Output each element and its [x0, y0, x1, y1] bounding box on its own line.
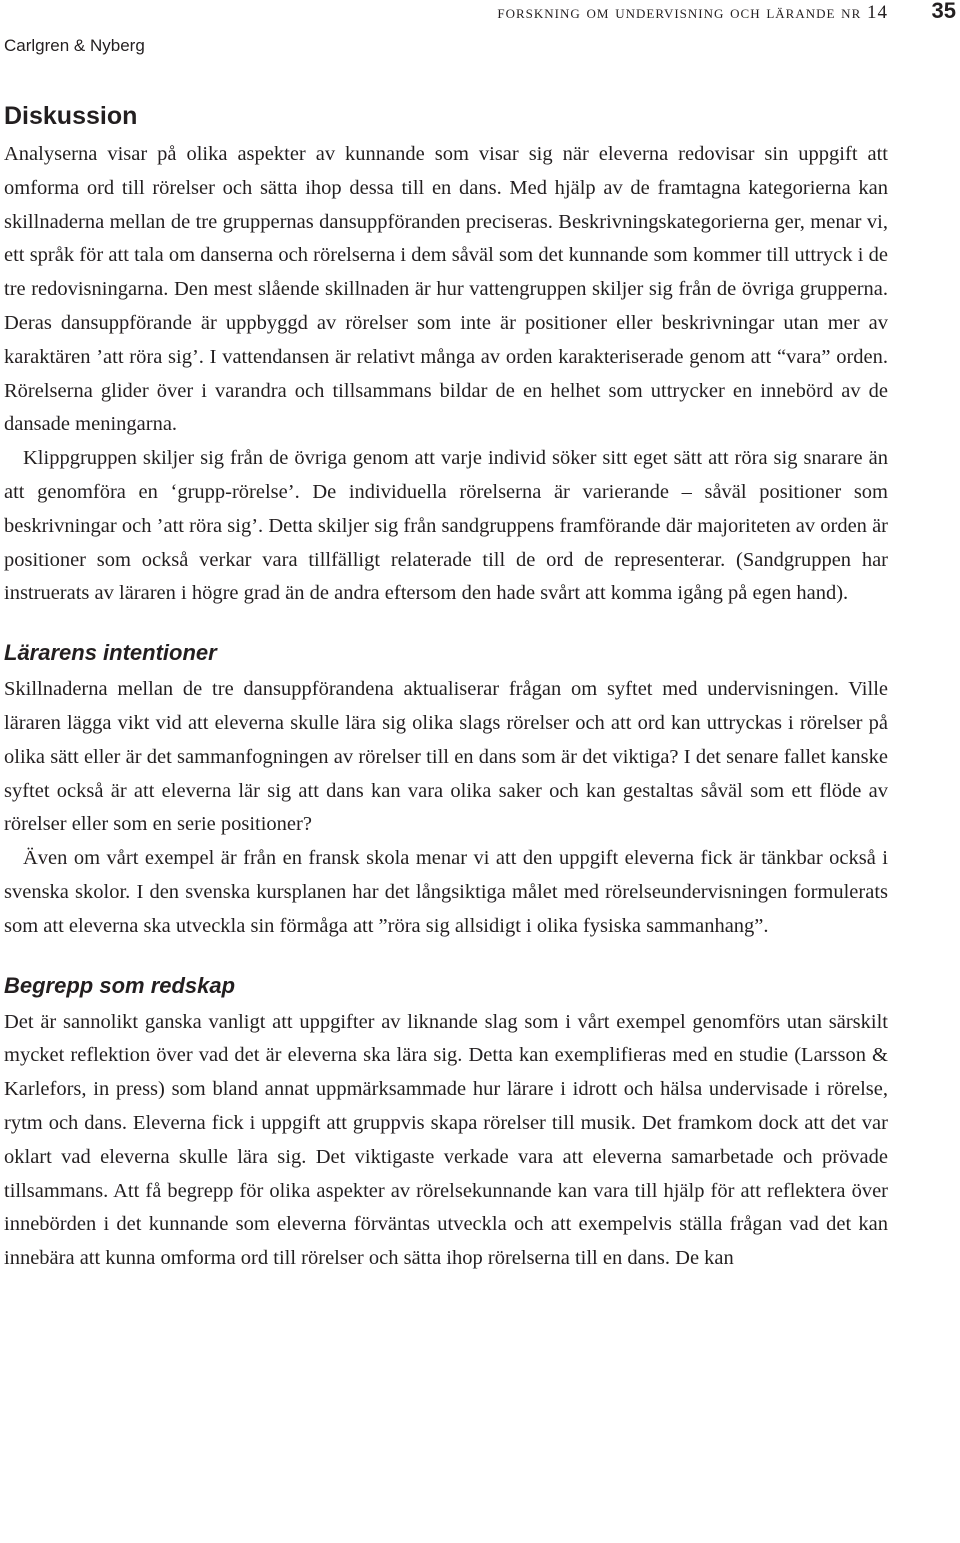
article-body	[4, 98, 888, 1276]
body-paragraph: Skillnaderna mellan de tre dansuppförandena aktualiserar frågan om syftet med undervisningen. Ville läraren lägga vikt vid att eleverna skulle lära sig olika slags rörelser och att ord kan uttryckas i rörelser på olika sätt eller är det sammanfogningen av rörelser till en dans som är det viktiga? I det senare fallet kanske syftet också är att eleverna lär sig att dans kan vara olika saker och kan gestaltas såväl som ett flöde av rörelser eller som en serie positioner?	[4, 678, 888, 836]
section-title-lararens-intentioner: Lärarens intentioner	[4, 640, 217, 666]
page-number: 35	[931, 0, 956, 23]
body-paragraph: Det är sannolikt ganska vanligt att uppgifter av liknande slag som i vårt exempel genomförs utan särskilt mycket reflektion över vad det är eleverna ska lära sig. Detta kan exemplifieras med en studie (Larsson & Karlefors, in press) som bland annat uppmärksammade hur lärare i idrott och hälsa undervisade i rörelse, rytm och dans. Eleverna fick i uppgift att gruppvis skapa rörelser till musik. Det framkom dock att det var oklart vad eleverna skulle lära sig. Det viktigaste verkade vara att eleverna samarbetade och prövade tillsammans. Att få begrepp för olika aspekter av rörelsekunnande kan vara till hjälp för att reflektera över innebörden i det kunnande som eleverna förväntas utveckla och att exempelvis ställa frågan vad det kan innebära att kunna omforma ord till rörelser och sätta ihop rörelserna till en dans. De kan	[4, 1010, 888, 1270]
page-header	[0, 0, 960, 70]
body-paragraph: Klippgruppen skiljer sig från de övriga genom att varje individ söker sitt eget sätt att röra sig snarare än att genomföra en ‘grupp-rörelse’. De individuella rörelserna är varierande – såväl positioner som beskrivningar och ’att röra sig’. Detta skiljer sig från sandgruppens framförande där majoriteten av orden är positioner som också verkar vara tillfälligt relaterade till de ord de representerar. (Sandgruppen har instruerats av läraren i högre grad än de andra eftersom den hade svårt att komma igång på egen hand).	[4, 447, 888, 605]
journal-name: forskning om undervisning och lärande nr 14	[497, 2, 888, 23]
body-paragraph: Analyserna visar på olika aspekter av kunnande som visar sig när eleverna redovisar sin uppgift att omforma ord till rörelser och sätta ihop dessa till en dans. Med hjälp av de framtagna kategorierna kan skillnaderna mellan de tre gruppernas dansuppföranden preciseras. Beskrivningskategorierna ger, menar vi, ett språk för att tala om danserna och rörelserna i dem såväl som det kunnande som kommer till uttryck i de tre redovisningarna. Den mest slående skillnaden är hur vattengruppen skiljer sig från de övriga grupperna. Deras dansuppförande är uppbyggd av rörelser som inte är positioner eller beskrivningar utan mer av karaktären ’att röra sig’. I vattendansen är relativt många av orden karakteriserade genom att “vara” orden. Rörelserna glider över i varandra och tillsammans bildar de en helhet som uttrycker en innebörd av de dansade meningarna.	[4, 143, 888, 436]
section-title-begrepp-som-redskap: Begrepp som redskap	[4, 972, 236, 998]
body-paragraph: Även om vårt exempel är från en fransk skola menar vi att den uppgift eleverna fick är tänkbar också i svenska skolor. I den svenska kursplanen har det långsiktiga målet med rörelseundervisningen formulerats som att eleverna ska utveckla sin förmåga att ”röra sig allsidigt i olika fysiska sammanhang”.	[4, 847, 888, 937]
running-head-authors: Carlgren & Nyberg	[4, 36, 145, 55]
section-title-diskussion: Diskussion	[4, 102, 138, 130]
